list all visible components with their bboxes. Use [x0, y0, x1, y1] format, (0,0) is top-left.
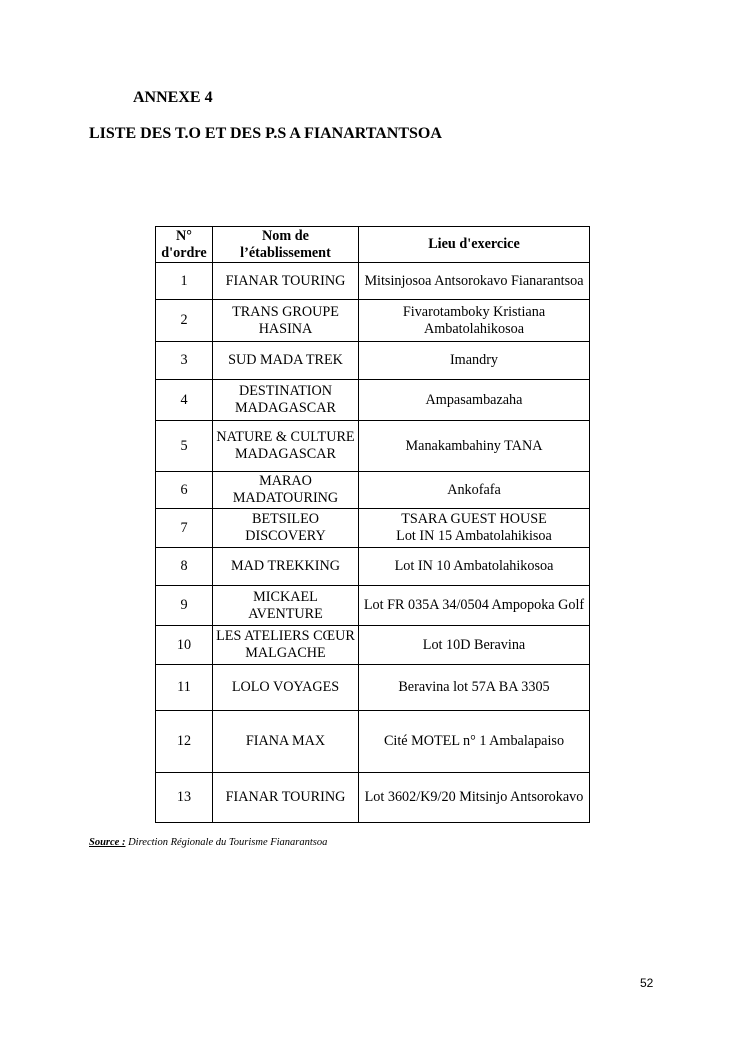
row-name: LES ATELIERS CŒUR MALGACHE	[213, 626, 359, 665]
row-location: Cité MOTEL n° 1 Ambalapaiso	[359, 711, 590, 773]
table-row	[156, 711, 590, 773]
header-location: Lieu d'exercice	[359, 227, 590, 263]
row-location: Ankofafa	[359, 472, 590, 509]
table-row	[156, 626, 590, 665]
row-name: NATURE & CULTURE MADAGASCAR	[213, 421, 359, 472]
row-name: LOLO VOYAGES	[213, 665, 359, 711]
page-title: LISTE DES T.O ET DES P.S A FIANARTANTSOA	[89, 125, 442, 142]
header-number: N° d'ordre	[156, 227, 213, 263]
table-row	[156, 665, 590, 711]
table-row	[156, 380, 590, 421]
row-name: FIANA MAX	[213, 711, 359, 773]
row-number: 1	[156, 263, 213, 300]
row-number: 12	[156, 711, 213, 773]
row-location: Lot 10D Beravina	[359, 626, 590, 665]
row-location: Manakambahiny TANA	[359, 421, 590, 472]
establishments-table	[155, 226, 590, 823]
row-number: 9	[156, 586, 213, 626]
row-location: Beravina lot 57A BA 3305	[359, 665, 590, 711]
row-number: 5	[156, 421, 213, 472]
row-name: SUD MADA TREK	[213, 342, 359, 380]
table-row	[156, 342, 590, 380]
source-label: Source :	[89, 837, 126, 848]
table-row	[156, 472, 590, 509]
row-number: 13	[156, 773, 213, 823]
row-name: TRANS GROUPE HASINA	[213, 300, 359, 342]
table-row	[156, 300, 590, 342]
row-number: 4	[156, 380, 213, 421]
table-header-row	[156, 227, 590, 263]
source-note	[89, 837, 327, 848]
annex-label: ANNEXE 4	[133, 89, 213, 106]
row-number: 6	[156, 472, 213, 509]
table-row	[156, 548, 590, 586]
table-row	[156, 263, 590, 300]
row-number: 8	[156, 548, 213, 586]
row-location: TSARA GUEST HOUSE Lot IN 15 Ambatolahikisoa	[359, 509, 590, 548]
table-row	[156, 421, 590, 472]
page-number: 52	[640, 976, 654, 990]
table-row	[156, 773, 590, 823]
row-name: MICKAEL AVENTURE	[213, 586, 359, 626]
row-location: Imandry	[359, 342, 590, 380]
row-name: MARAO MADATOURING	[213, 472, 359, 509]
row-location: Lot IN 10 Ambatolahikosoa	[359, 548, 590, 586]
row-number: 2	[156, 300, 213, 342]
row-number: 7	[156, 509, 213, 548]
table-row	[156, 586, 590, 626]
table-row	[156, 509, 590, 548]
row-number: 10	[156, 626, 213, 665]
row-name: BETSILEO DISCOVERY	[213, 509, 359, 548]
row-location: Lot 3602/K9/20 Mitsinjo Antsorokavo	[359, 773, 590, 823]
header-name: Nom de l’établissement	[213, 227, 359, 263]
row-location: Lot FR 035A 34/0504 Ampopoka Golf	[359, 586, 590, 626]
row-name: MAD TREKKING	[213, 548, 359, 586]
source-text: Direction Régionale du Tourisme Fianarantsoa	[128, 837, 328, 848]
row-number: 11	[156, 665, 213, 711]
row-location: Fivarotamboky Kristiana Ambatolahikosoa	[359, 300, 590, 342]
row-number: 3	[156, 342, 213, 380]
row-name: FIANAR TOURING	[213, 263, 359, 300]
row-name: FIANAR TOURING	[213, 773, 359, 823]
row-name: DESTINATION MADAGASCAR	[213, 380, 359, 421]
row-location: Mitsinjosoa Antsorokavo Fianarantsoa	[359, 263, 590, 300]
row-location: Ampasambazaha	[359, 380, 590, 421]
